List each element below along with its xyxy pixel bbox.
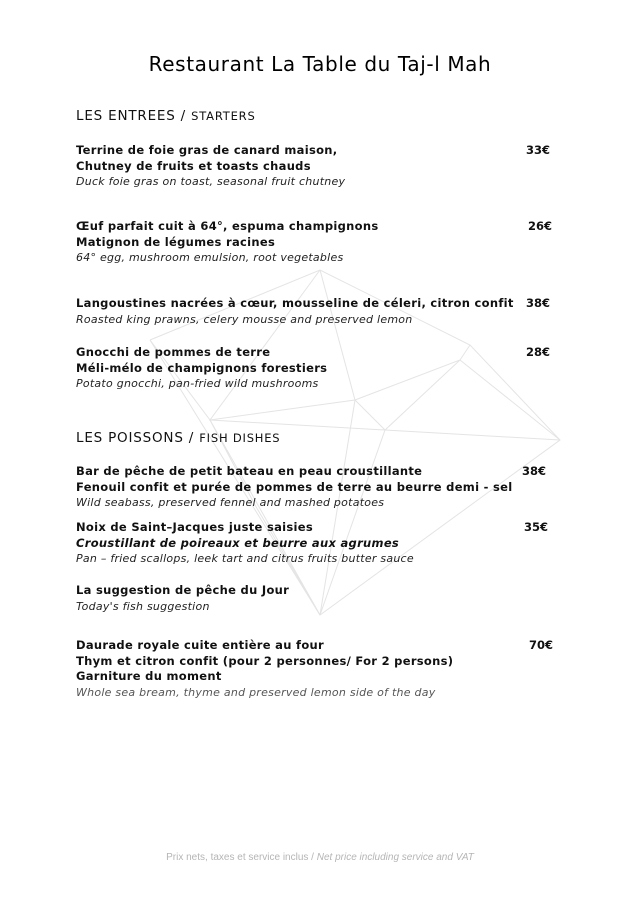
menu-item xyxy=(76,143,552,189)
dish-name: Langoustines nacrées à cœur, mousseline de céleri, citron confit xyxy=(76,296,514,310)
dish-price: 33€ xyxy=(525,143,550,157)
dish-translation: Duck foie gras on toast, seasonal fruit chutney xyxy=(76,175,346,188)
dish-translation: Potato gnocchi, pan-fried wild mushrooms xyxy=(76,377,319,390)
dish-description: Thym et citron confit (pour 2 personnes/ For 2 persons) xyxy=(76,653,454,668)
menu-item xyxy=(76,464,552,510)
dish-translation: 64° egg, mushroom emulsion, root vegetables xyxy=(76,251,344,264)
dish-description: Croustillant de poireaux et beurre aux agrumes xyxy=(76,535,400,550)
footnote-fr: Prix nets, taxes et service inclus / xyxy=(166,852,314,863)
menu-item xyxy=(76,520,552,566)
price-footnote xyxy=(0,852,640,863)
dish-price: 28€ xyxy=(525,345,550,359)
dish-price: 38€ xyxy=(525,296,550,310)
page-title: Restaurant La Table du Taj-l Mah xyxy=(148,52,492,76)
section-heading-starters xyxy=(76,108,256,124)
dish-price: 26€ xyxy=(527,219,552,233)
menu-item xyxy=(76,219,552,265)
dish-translation: Wild seabass, preserved fennel and mashed potatoes xyxy=(76,496,385,509)
dish-translation: Roasted king prawns, celery mousse and preserved lemon xyxy=(76,312,413,326)
dish-price: 38€ xyxy=(521,464,546,478)
dish-description: Matignon de légumes racines xyxy=(76,234,276,249)
dish-name: Bar de pêche de petit bateau en peau croustillante xyxy=(76,464,423,478)
footnote-en: Net price including service and VAT xyxy=(316,852,474,863)
section-heading-en: FISH DISHES xyxy=(199,431,281,445)
dish-translation: Today's fish suggestion xyxy=(76,599,210,613)
section-heading-fish xyxy=(76,430,280,446)
section-heading-fr: LES POISSONS / xyxy=(76,430,195,446)
dish-description: Chutney de fruits et toasts chauds xyxy=(76,158,311,173)
dish-translation: Whole sea bream, thyme and preserved lemon side of the day xyxy=(76,685,436,699)
menu-item xyxy=(76,583,552,614)
dish-name: Œuf parfait cuit à 64°, espuma champignons xyxy=(76,219,379,233)
dish-name: Terrine de foie gras de canard maison, xyxy=(76,143,338,157)
dish-name: Noix de Saint–Jacques juste saisies xyxy=(76,520,314,534)
dish-translation: Pan – fried scallops, leek tart and citrus fruits butter sauce xyxy=(76,552,414,565)
dish-price: 70€ xyxy=(528,638,553,652)
dish-name: Daurade royale cuite entière au four xyxy=(76,638,324,652)
dish-description: Méli-mélo de champignons forestiers xyxy=(76,360,328,375)
menu-item xyxy=(76,638,552,700)
dish-description: Fenouil confit et purée de pommes de terre au beurre demi - sel xyxy=(76,479,513,494)
section-heading-fr: LES ENTREES / xyxy=(76,108,187,124)
dish-name: La suggestion de pêche du Jour xyxy=(76,583,290,597)
dish-name: Gnocchi de pommes de terre xyxy=(76,345,271,359)
menu-item xyxy=(76,296,552,327)
dish-price: 35€ xyxy=(523,520,548,534)
section-heading-en: STARTERS xyxy=(191,109,256,123)
menu-item xyxy=(76,345,552,391)
dish-garnish: Garniture du moment xyxy=(76,669,222,683)
